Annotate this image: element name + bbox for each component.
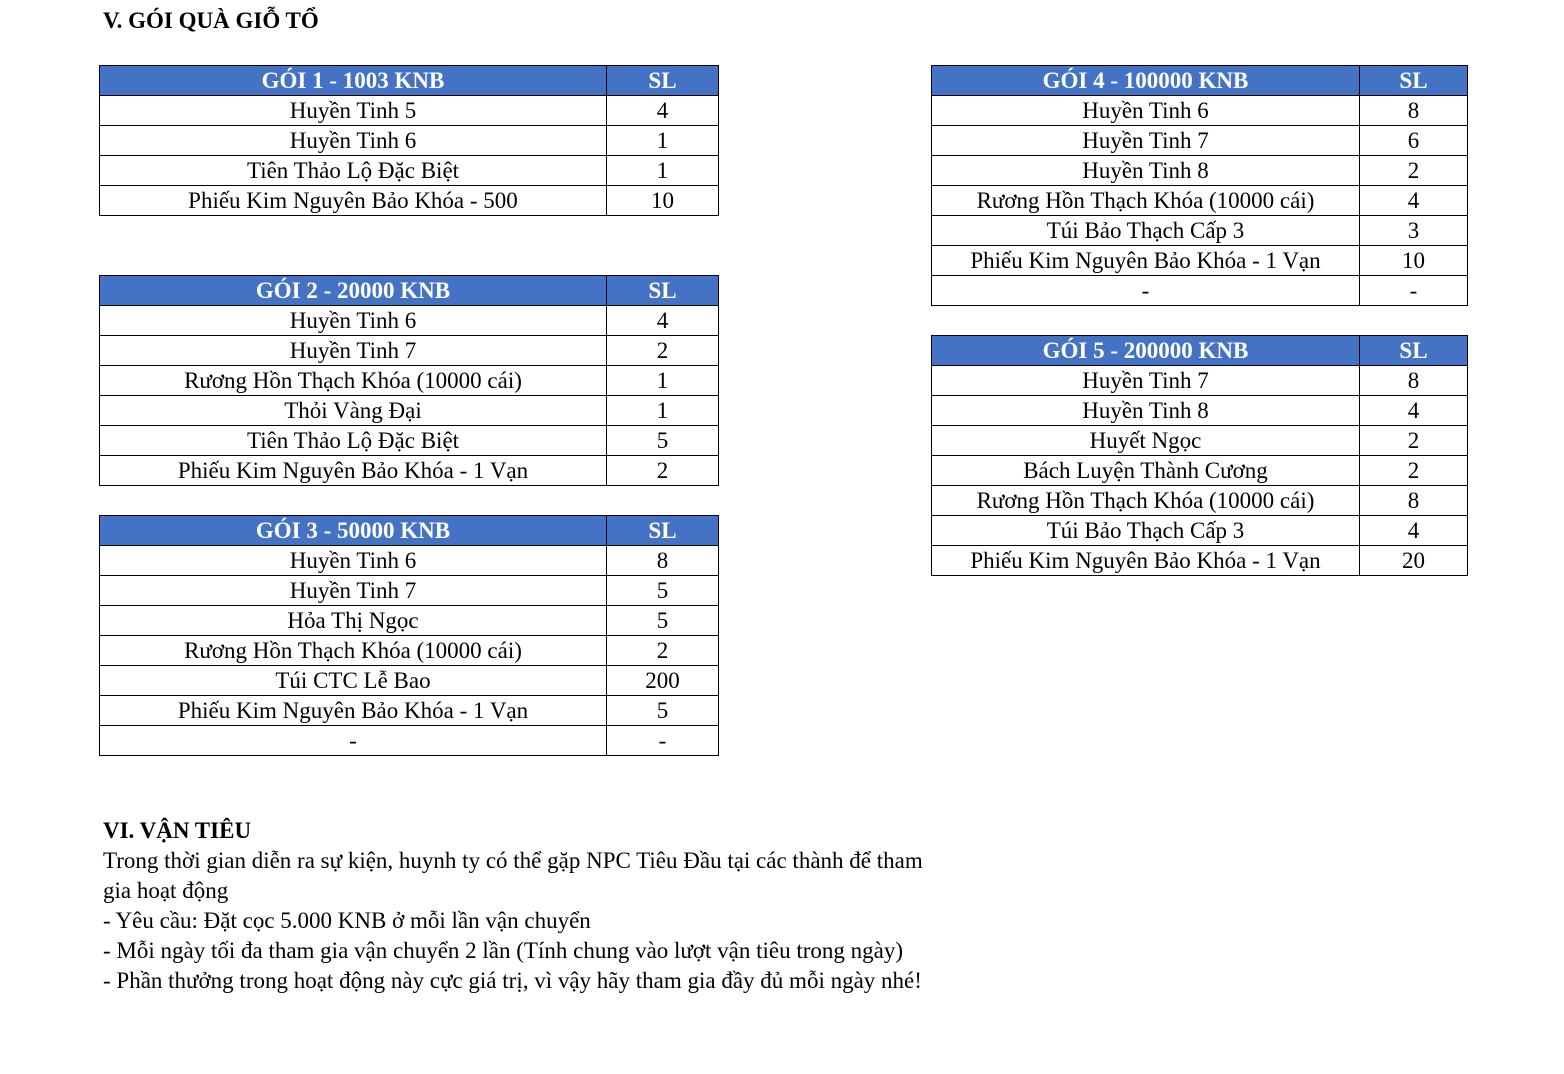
item-name: Thỏi Vàng Đại <box>100 396 607 426</box>
item-name: Huyền Tinh 8 <box>932 156 1360 186</box>
table-row <box>932 156 1468 186</box>
item-qty: 2 <box>1360 426 1468 456</box>
table-row <box>932 186 1468 216</box>
table-row <box>932 366 1468 396</box>
item-name: Bách Luyện Thành Cương <box>932 456 1360 486</box>
item-qty: 5 <box>607 426 719 456</box>
item-name: Huyền Tinh 7 <box>932 366 1360 396</box>
table-row <box>100 186 719 216</box>
item-qty: 5 <box>607 576 719 606</box>
table-row <box>100 96 719 126</box>
pack-2-table <box>99 275 719 486</box>
section-v-title: V. GÓI QUÀ GIỖ TỔ <box>103 8 319 33</box>
item-qty: 20 <box>1360 546 1468 576</box>
pack-3-title: GÓI 3 - 50000 KNB <box>100 516 607 546</box>
item-qty: - <box>1360 276 1468 306</box>
pack-1-qty-header: SL <box>607 66 719 96</box>
pack-2-qty-header: SL <box>607 276 719 306</box>
table-row <box>932 96 1468 126</box>
table-row <box>932 546 1468 576</box>
pack-3-header-row <box>100 516 719 546</box>
table-row <box>100 456 719 486</box>
table-row <box>932 246 1468 276</box>
pack-5-title: GÓI 5 - 200000 KNB <box>932 336 1360 366</box>
table-row <box>100 126 719 156</box>
pack-4-title: GÓI 4 - 100000 KNB <box>932 66 1360 96</box>
item-name: Tiên Thảo Lộ Đặc Biệt <box>100 156 607 186</box>
section-vi-requirement: - Yêu cầu: Đặt cọc 5.000 KNB ở mỗi lần vận chuyển <box>103 908 591 933</box>
item-qty: 5 <box>607 696 719 726</box>
table-row <box>100 546 719 576</box>
item-qty: 8 <box>1360 96 1468 126</box>
item-name: Hỏa Thị Ngọc <box>100 606 607 636</box>
item-name: Huyền Tinh 7 <box>100 336 607 366</box>
table-row <box>932 516 1468 546</box>
item-name: Huyền Tinh 6 <box>932 96 1360 126</box>
pack-5-table <box>931 335 1468 576</box>
item-qty: 8 <box>1360 486 1468 516</box>
item-qty: 1 <box>607 126 719 156</box>
item-name: Huyền Tinh 8 <box>932 396 1360 426</box>
pack-3-table <box>99 515 719 756</box>
item-qty: 1 <box>607 396 719 426</box>
item-qty: 10 <box>1360 246 1468 276</box>
item-qty: 4 <box>1360 516 1468 546</box>
item-name: Huyền Tinh 7 <box>100 576 607 606</box>
table-row <box>932 426 1468 456</box>
item-name: - <box>100 726 607 756</box>
table-row <box>932 396 1468 426</box>
table-row <box>932 276 1468 306</box>
pack-5-header-row <box>932 336 1468 366</box>
pack-1-header-row <box>100 66 719 96</box>
pack-4-qty-header: SL <box>1360 66 1468 96</box>
item-qty: 2 <box>1360 456 1468 486</box>
table-row <box>100 606 719 636</box>
table-row <box>100 726 719 756</box>
item-name: Huyền Tinh 7 <box>932 126 1360 156</box>
section-vi-reward-note: - Phần thưởng trong hoạt động này cực giá trị, vì vậy hãy tham gia đầy đủ mỗi ngày nhé! <box>103 968 922 993</box>
pack-5-qty-header: SL <box>1360 336 1468 366</box>
item-name: Rương Hồn Thạch Khóa (10000 cái) <box>932 186 1360 216</box>
item-name: Rương Hồn Thạch Khóa (10000 cái) <box>100 636 607 666</box>
item-qty: 8 <box>607 546 719 576</box>
item-qty: 8 <box>1360 366 1468 396</box>
item-name: Phiếu Kim Nguyên Bảo Khóa - 500 <box>100 186 607 216</box>
item-qty: 4 <box>607 96 719 126</box>
pack-4-header-row <box>932 66 1468 96</box>
item-name: Huyền Tinh 6 <box>100 546 607 576</box>
table-row <box>100 666 719 696</box>
item-qty: 200 <box>607 666 719 696</box>
table-row <box>100 396 719 426</box>
section-vi-body <box>103 846 923 996</box>
item-qty: 4 <box>1360 396 1468 426</box>
section-vi-intro: Trong thời gian diễn ra sự kiện, huynh ty có thể gặp NPC Tiêu Đầu tại các thành để tham gia hoạt động <box>103 848 923 903</box>
table-row <box>100 696 719 726</box>
item-qty: 2 <box>607 336 719 366</box>
pack-3-qty-header: SL <box>607 516 719 546</box>
table-row <box>932 486 1468 516</box>
section-vi-title: VI. VẬN TIÊU <box>103 818 252 843</box>
item-name: Phiếu Kim Nguyên Bảo Khóa - 1 Vạn <box>932 546 1360 576</box>
table-row <box>932 126 1468 156</box>
item-qty: 5 <box>607 606 719 636</box>
pack-1-title: GÓI 1 - 1003 KNB <box>100 66 607 96</box>
item-name: Huyền Tinh 6 <box>100 126 607 156</box>
table-row <box>100 576 719 606</box>
item-qty: 2 <box>607 456 719 486</box>
item-name: Phiếu Kim Nguyên Bảo Khóa - 1 Vạn <box>100 696 607 726</box>
item-qty: 10 <box>607 186 719 216</box>
item-name: Phiếu Kim Nguyên Bảo Khóa - 1 Vạn <box>100 456 607 486</box>
section-vi-daily-limit: - Mỗi ngày tối đa tham gia vận chuyển 2 lần (Tính chung vào lượt vận tiêu trong ngày) <box>103 938 904 963</box>
item-name: Rương Hồn Thạch Khóa (10000 cái) <box>100 366 607 396</box>
item-qty: 1 <box>607 156 719 186</box>
pack-2-header-row <box>100 276 719 306</box>
table-row <box>100 336 719 366</box>
item-name: - <box>932 276 1360 306</box>
item-qty: 6 <box>1360 126 1468 156</box>
item-qty: 3 <box>1360 216 1468 246</box>
table-row <box>100 156 719 186</box>
item-qty: 2 <box>1360 156 1468 186</box>
item-name: Túi Bảo Thạch Cấp 3 <box>932 516 1360 546</box>
item-name: Túi CTC Lễ Bao <box>100 666 607 696</box>
item-name: Rương Hồn Thạch Khóa (10000 cái) <box>932 486 1360 516</box>
pack-4-table <box>931 65 1468 306</box>
pack-1-table <box>99 65 719 216</box>
table-row <box>100 366 719 396</box>
table-row <box>932 456 1468 486</box>
item-name: Huyền Tinh 6 <box>100 306 607 336</box>
item-qty: 4 <box>1360 186 1468 216</box>
table-row <box>100 636 719 666</box>
item-name: Huyết Ngọc <box>932 426 1360 456</box>
table-row <box>932 216 1468 246</box>
item-qty: - <box>607 726 719 756</box>
item-name: Tiên Thảo Lộ Đặc Biệt <box>100 426 607 456</box>
item-qty: 1 <box>607 366 719 396</box>
pack-2-title: GÓI 2 - 20000 KNB <box>100 276 607 306</box>
item-name: Phiếu Kim Nguyên Bảo Khóa - 1 Vạn <box>932 246 1360 276</box>
table-row <box>100 306 719 336</box>
table-row <box>100 426 719 456</box>
item-qty: 4 <box>607 306 719 336</box>
item-qty: 2 <box>607 636 719 666</box>
item-name: Huyền Tinh 5 <box>100 96 607 126</box>
item-name: Túi Bảo Thạch Cấp 3 <box>932 216 1360 246</box>
